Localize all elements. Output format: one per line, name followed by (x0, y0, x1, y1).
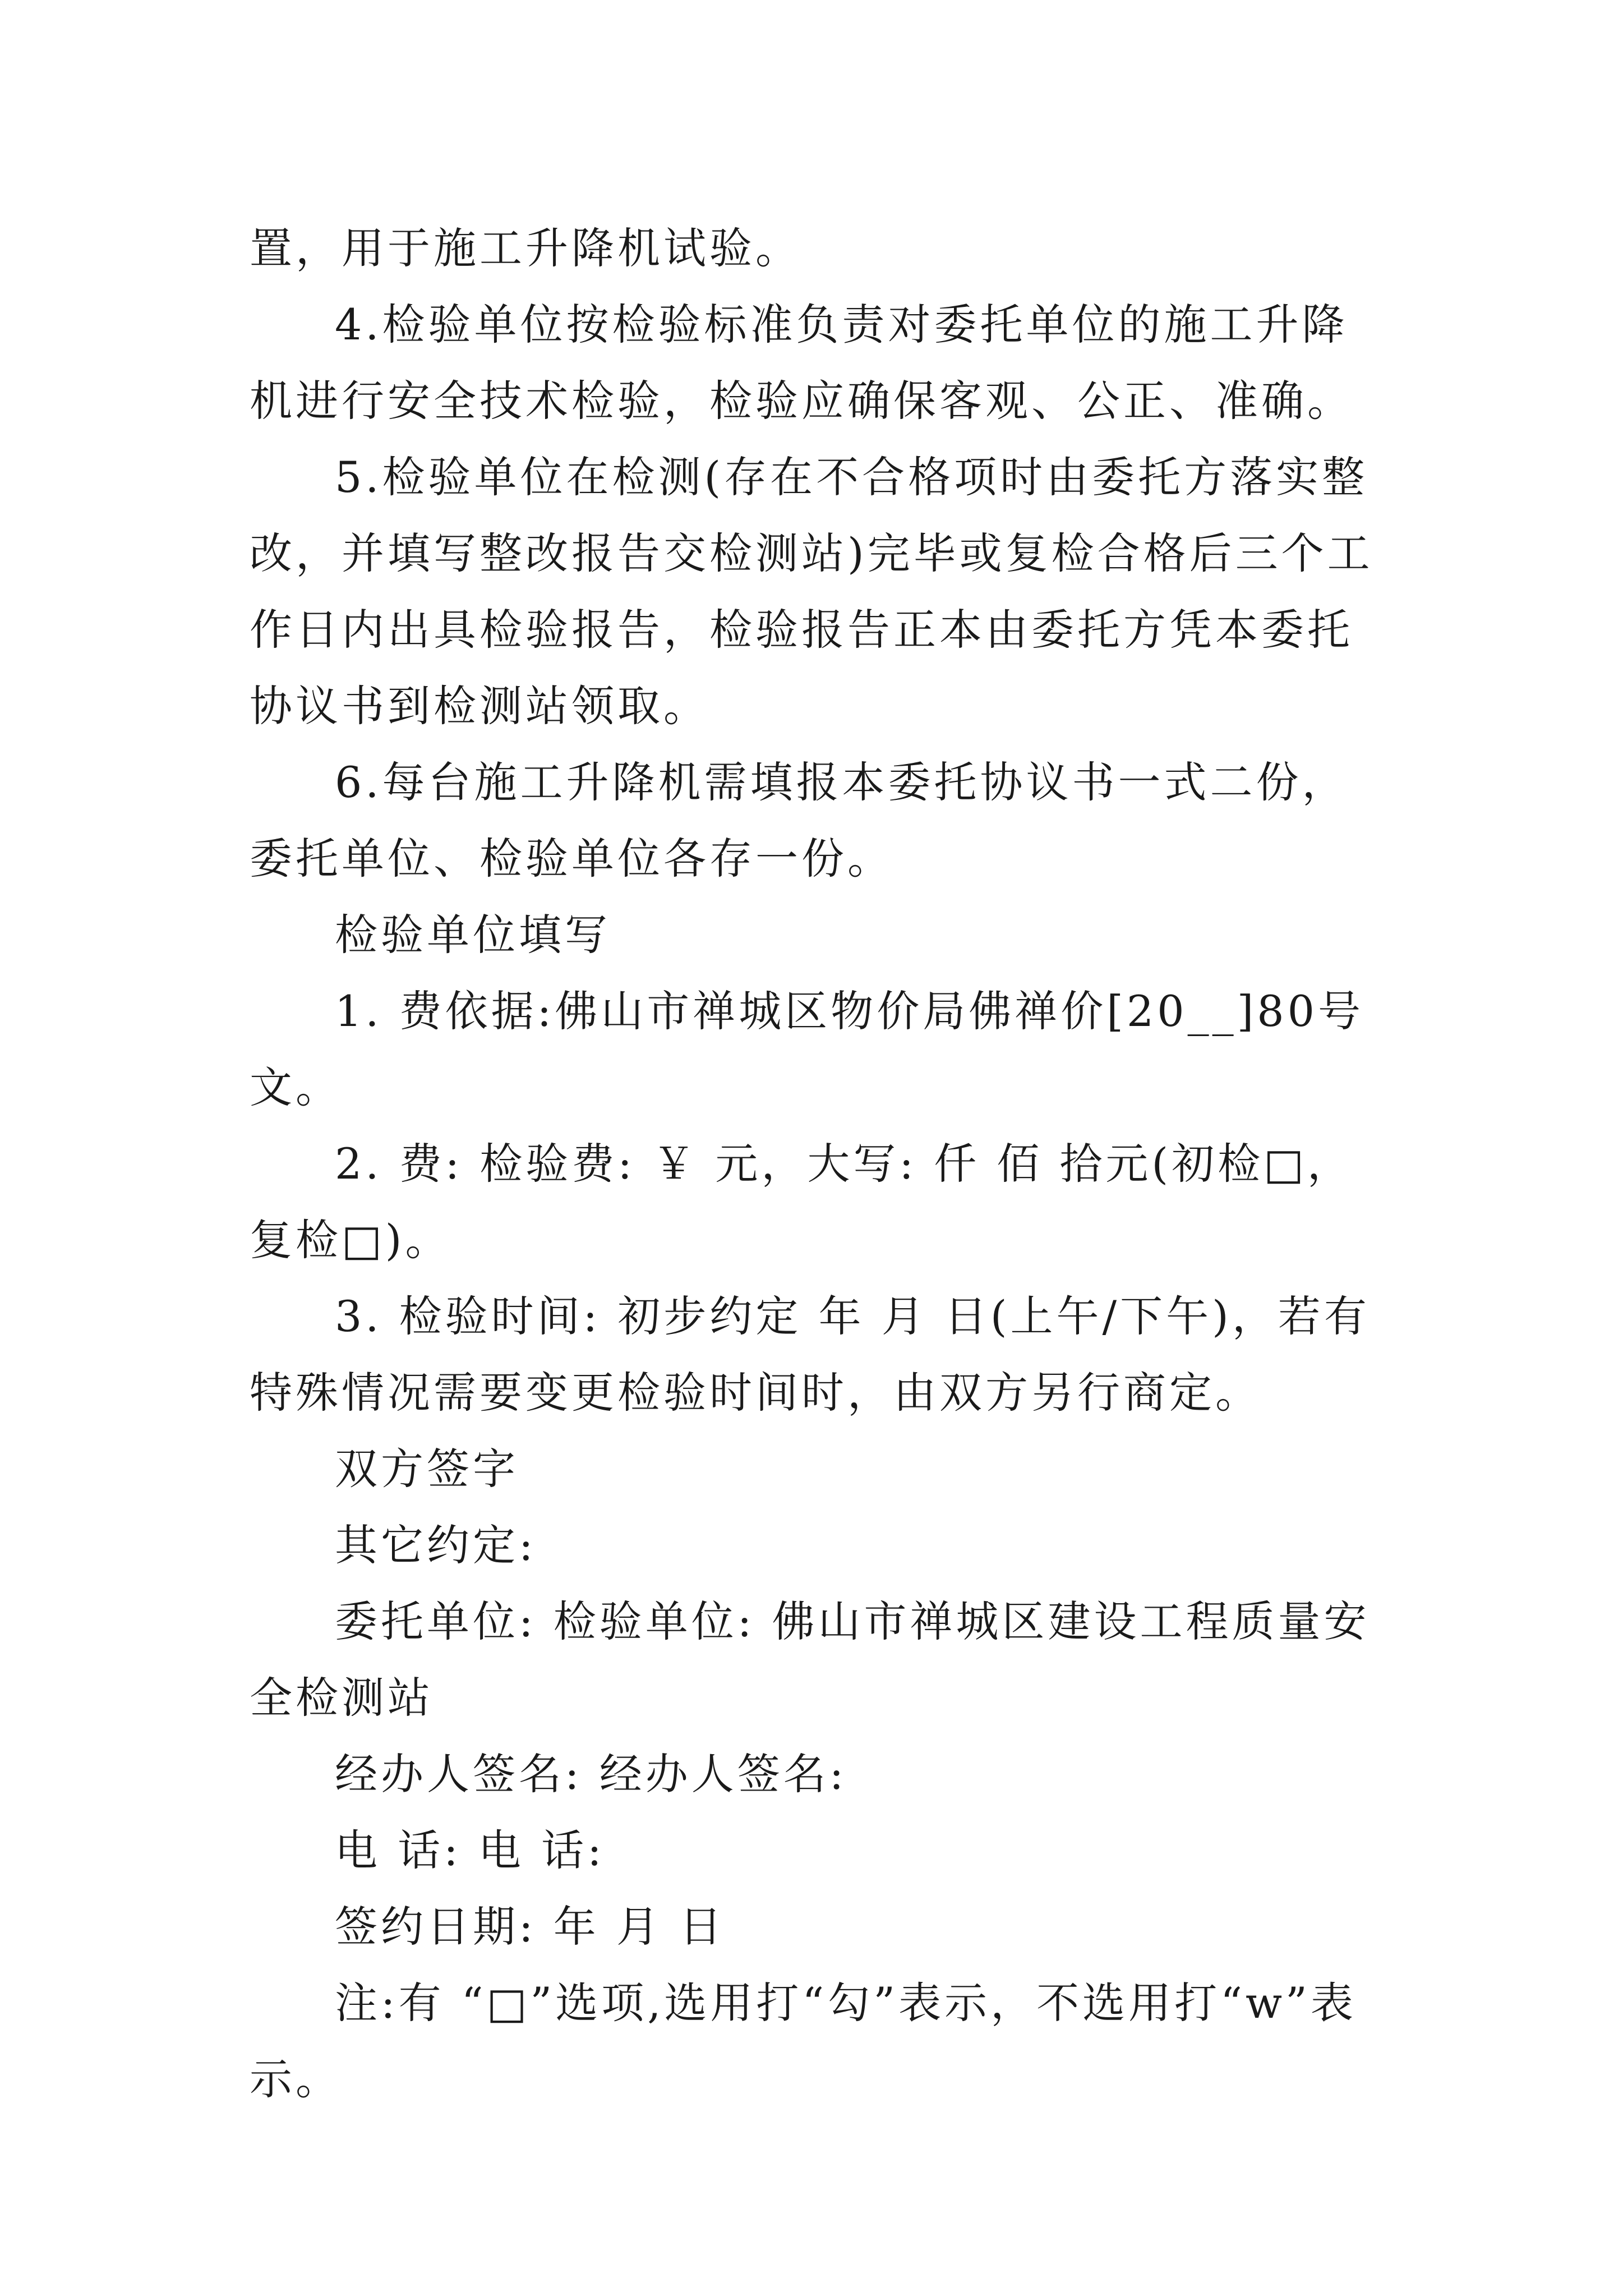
paragraph-handler-signatures: 经办人签名: 经办人签名: (335, 1749, 847, 1799)
paragraph-phones: 电 话: 电 话: (335, 1825, 605, 1875)
paragraph-parties: 委托单位: 检验单位: 佛山市禅城区建设工程质量安全检测站 (250, 1596, 1370, 1723)
document-body (250, 210, 1377, 2118)
section-heading-signatures: 双方签字 (335, 1444, 519, 1494)
paragraph-item-6: 6.每台施工升降机需填报本委托协议书一式二份，委托单位、检验单位各存一份。 (250, 757, 1348, 884)
paragraph-item-4: 4.检验单位按检验标准负责对委托单位的施工升降机进行安全技术检验，检验应确保客观、公正、准确。 (250, 300, 1353, 426)
paragraph-note: 注:有 “□”选项,选用打“勾”表示，不选用打“w”表示。 (250, 1978, 1357, 2104)
section-heading-inspection-unit: 检验单位填写 (335, 910, 611, 960)
paragraph-signing-date: 签约日期: 年 月 日 (335, 1902, 726, 1952)
paragraph-fee-amount: 2. 费: 检验费: ￥ 元，大写: 仟 佰 拾元(初检□，复检□)。 (250, 1139, 1353, 1265)
paragraph-fee-basis: 1. 费依据:佛山市禅城区物价局佛禅价[20__]80号文。 (250, 986, 1364, 1112)
paragraph-continuation: 置，用于施工升降机试验。 (250, 223, 801, 273)
paragraph-item-5: 5.检验单位在检测(存在不合格项时由委托方落实整改，并填写整改报告交检测站)完毕或复检合格后三个工作日内出具检验报告，检验报告正本由委托方凭本委托协议书到检测站领取。 (250, 452, 1373, 731)
paragraph-inspection-time: 3. 检验时间: 初步约定 年 月 日(上午/下午)，若有特殊情况需要变更检验时间时，由双方另行商定。 (250, 1291, 1370, 1418)
paragraph-other-agreements: 其它约定: (335, 1520, 537, 1570)
